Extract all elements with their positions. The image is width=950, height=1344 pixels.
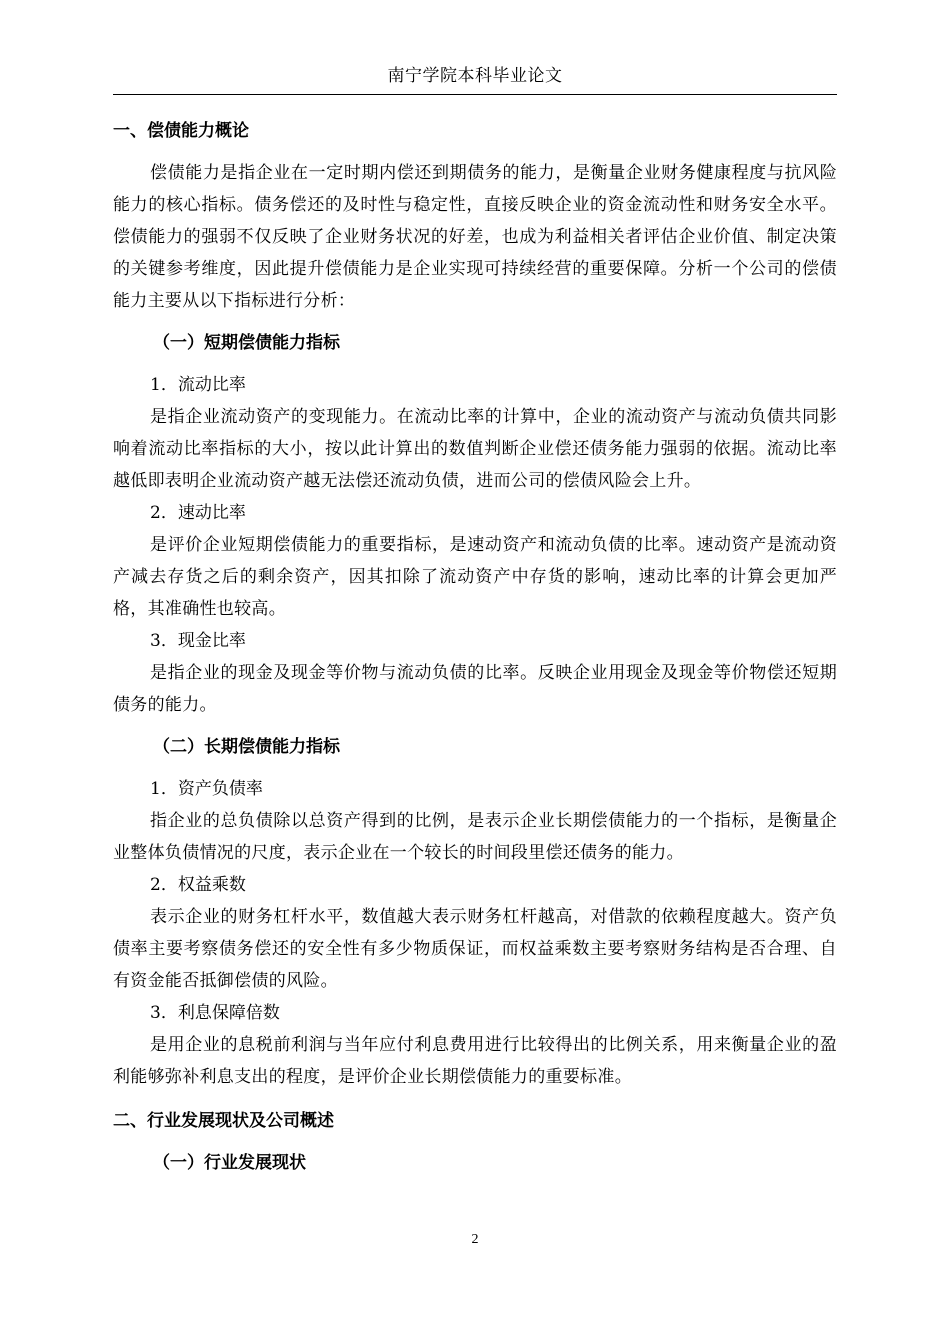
section-2-heading: 二、行业发展现状及公司概述 (113, 1111, 334, 1131)
item-interest-coverage-title: 3．利息保障倍数 (150, 1003, 280, 1023)
item-debt-ratio-title: 1．资产负债率 (150, 779, 263, 799)
header-divider (113, 94, 837, 95)
item-current-ratio-text: 是指企业流动资产的变现能力。在流动比率的计算中，企业的流动资产与流动负债共同影响着流动比率指标的大小，按以此计算出的数值判断企业偿还债务能力强弱的依据。流动比率越低即表明企业流动资产越无法偿还流动负债，进而公司的偿债风险会上升。 (113, 407, 837, 491)
item-current-ratio-title: 1．流动比率 (150, 375, 246, 395)
item-quick-ratio-text: 是评价企业短期偿债能力的重要指标，是速动资产和流动负债的比率。速动资产是流动资产减去存货之后的剩余资产，因其扣除了流动资产中存货的影响，速动比率的计算会更加严格，其准确性也较高。 (113, 535, 837, 619)
item-cash-ratio-text: 是指企业的现金及现金等价物与流动负债的比率。反映企业用现金及现金等价物偿还短期债务的能力。 (113, 663, 837, 715)
section-1-heading: 一、偿债能力概论 (113, 121, 249, 141)
item-cash-ratio-title: 3．现金比率 (150, 631, 246, 651)
item-quick-ratio-title: 2．速动比率 (150, 503, 246, 523)
subsection-short-term-heading: （一）短期偿债能力指标 (153, 333, 340, 353)
page-header-title: 南宁学院本科毕业论文 (387, 66, 563, 86)
subsection-industry-status-heading: （一）行业发展现状 (153, 1153, 306, 1173)
item-equity-multiplier-title: 2．权益乘数 (150, 875, 246, 895)
item-equity-multiplier-text: 表示企业的财务杠杆水平，数值越大表示财务杠杆越高，对借款的依赖程度越大。资产负债率主要考察债务偿还的安全性有多少物质保证，而权益乘数主要考察财务结构是否合理、自有资金能否抵御偿债的风险。 (113, 907, 837, 991)
section-1-intro-paragraph: 偿债能力是指企业在一定时期内偿还到期债务的能力，是衡量企业财务健康程度与抗风险能力的核心指标。债务偿还的及时性与稳定性，直接反映企业的资金流动性和财务安全水平。偿债能力的强弱不仅反映了企业财务状况的好差，也成为利益相关者评估企业价值、制定决策的关键参考维度，因此提升偿债能力是企业实现可持续经营的重要保障。分析一个公司的偿债能力主要从以下指标进行分析： (113, 163, 837, 311)
item-debt-ratio-text: 指企业的总负债除以总资产得到的比例，是表示企业长期偿债能力的一个指标，是衡量企业整体负债情况的尺度，表示企业在一个较长的时间段里偿还债务的能力。 (113, 811, 837, 863)
item-interest-coverage-text: 是用企业的息税前利润与当年应付利息费用进行比较得出的比例关系，用来衡量企业的盈利能够弥补利息支出的程度，是评价企业长期偿债能力的重要标准。 (113, 1035, 837, 1087)
page-number: 2 (471, 1232, 479, 1247)
document-body (113, 115, 837, 1179)
subsection-long-term-heading: （二）长期偿债能力指标 (153, 737, 340, 757)
